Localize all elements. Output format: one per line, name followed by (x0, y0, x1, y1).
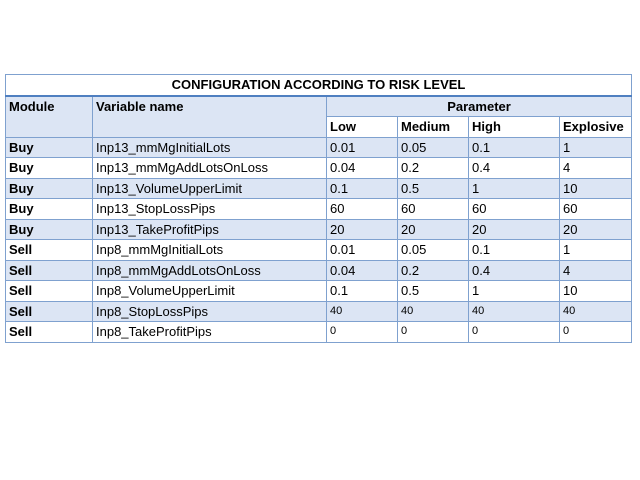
value-medium-cell: 20 (398, 219, 469, 240)
value-explosive-cell: 20 (560, 219, 632, 240)
value-high-cell: 0.1 (469, 240, 560, 261)
value-explosive-cell: 40 (560, 301, 632, 322)
value-low-cell: 0.1 (327, 178, 398, 199)
risk-configuration-table (5, 74, 632, 343)
value-low-cell: 0 (327, 322, 398, 343)
value-low-cell: 20 (327, 219, 398, 240)
value-explosive-cell: 10 (560, 281, 632, 302)
variable-name-header: Variable name (93, 96, 327, 138)
value-explosive-cell: 1 (560, 240, 632, 261)
table-row (6, 260, 632, 281)
value-explosive-cell: 4 (560, 260, 632, 281)
value-high-cell: 60 (469, 199, 560, 220)
value-high-cell: 1 (469, 281, 560, 302)
level-header-high: High (469, 117, 560, 138)
value-medium-cell: 0 (398, 322, 469, 343)
value-high-cell: 20 (469, 219, 560, 240)
value-high-cell: 1 (469, 178, 560, 199)
variable-cell: Inp8_StopLossPips (93, 301, 327, 322)
value-low-cell: 0.1 (327, 281, 398, 302)
value-explosive-cell: 10 (560, 178, 632, 199)
value-high-cell: 0.4 (469, 260, 560, 281)
table-row (6, 219, 632, 240)
value-medium-cell: 40 (398, 301, 469, 322)
table-title: CONFIGURATION ACCORDING TO RISK LEVEL (6, 75, 632, 96)
module-cell: Sell (6, 322, 93, 343)
variable-cell: Inp13_mmMgAddLotsOnLoss (93, 158, 327, 179)
module-cell: Buy (6, 219, 93, 240)
value-low-cell: 0.04 (327, 158, 398, 179)
value-high-cell: 0.4 (469, 158, 560, 179)
value-high-cell: 40 (469, 301, 560, 322)
module-cell: Sell (6, 281, 93, 302)
value-high-cell: 0 (469, 322, 560, 343)
variable-cell: Inp8_mmMgInitialLots (93, 240, 327, 261)
module-cell: Sell (6, 240, 93, 261)
table-row (6, 301, 632, 322)
variable-cell: Inp8_TakeProfitPips (93, 322, 327, 343)
table-row (6, 281, 632, 302)
value-medium-cell: 0.05 (398, 240, 469, 261)
module-cell: Buy (6, 178, 93, 199)
table-row (6, 199, 632, 220)
variable-cell: Inp13_VolumeUpperLimit (93, 178, 327, 199)
table-row (6, 137, 632, 158)
variable-cell: Inp8_VolumeUpperLimit (93, 281, 327, 302)
value-low-cell: 60 (327, 199, 398, 220)
level-header-medium: Medium (398, 117, 469, 138)
table-row (6, 322, 632, 343)
module-cell: Sell (6, 301, 93, 322)
module-cell: Sell (6, 260, 93, 281)
level-header-low: Low (327, 117, 398, 138)
module-cell: Buy (6, 158, 93, 179)
value-low-cell: 0.01 (327, 240, 398, 261)
header-row (6, 96, 632, 117)
value-medium-cell: 0.05 (398, 137, 469, 158)
value-low-cell: 40 (327, 301, 398, 322)
value-explosive-cell: 1 (560, 137, 632, 158)
module-header: Module (6, 96, 93, 138)
variable-cell: Inp13_TakeProfitPips (93, 219, 327, 240)
value-medium-cell: 0.5 (398, 281, 469, 302)
level-header-explosive: Explosive (560, 117, 632, 138)
table-title-row (6, 75, 632, 96)
value-medium-cell: 0.5 (398, 178, 469, 199)
variable-cell: Inp13_StopLossPips (93, 199, 327, 220)
value-medium-cell: 0.2 (398, 158, 469, 179)
value-explosive-cell: 60 (560, 199, 632, 220)
parameter-header: Parameter (327, 96, 632, 117)
value-medium-cell: 60 (398, 199, 469, 220)
table-row (6, 158, 632, 179)
value-high-cell: 0.1 (469, 137, 560, 158)
variable-cell: Inp13_mmMgInitialLots (93, 137, 327, 158)
value-medium-cell: 0.2 (398, 260, 469, 281)
value-low-cell: 0.04 (327, 260, 398, 281)
module-cell: Buy (6, 199, 93, 220)
variable-cell: Inp8_mmMgAddLotsOnLoss (93, 260, 327, 281)
module-cell: Buy (6, 137, 93, 158)
value-explosive-cell: 4 (560, 158, 632, 179)
value-explosive-cell: 0 (560, 322, 632, 343)
table-row (6, 240, 632, 261)
value-low-cell: 0.01 (327, 137, 398, 158)
table-row (6, 178, 632, 199)
